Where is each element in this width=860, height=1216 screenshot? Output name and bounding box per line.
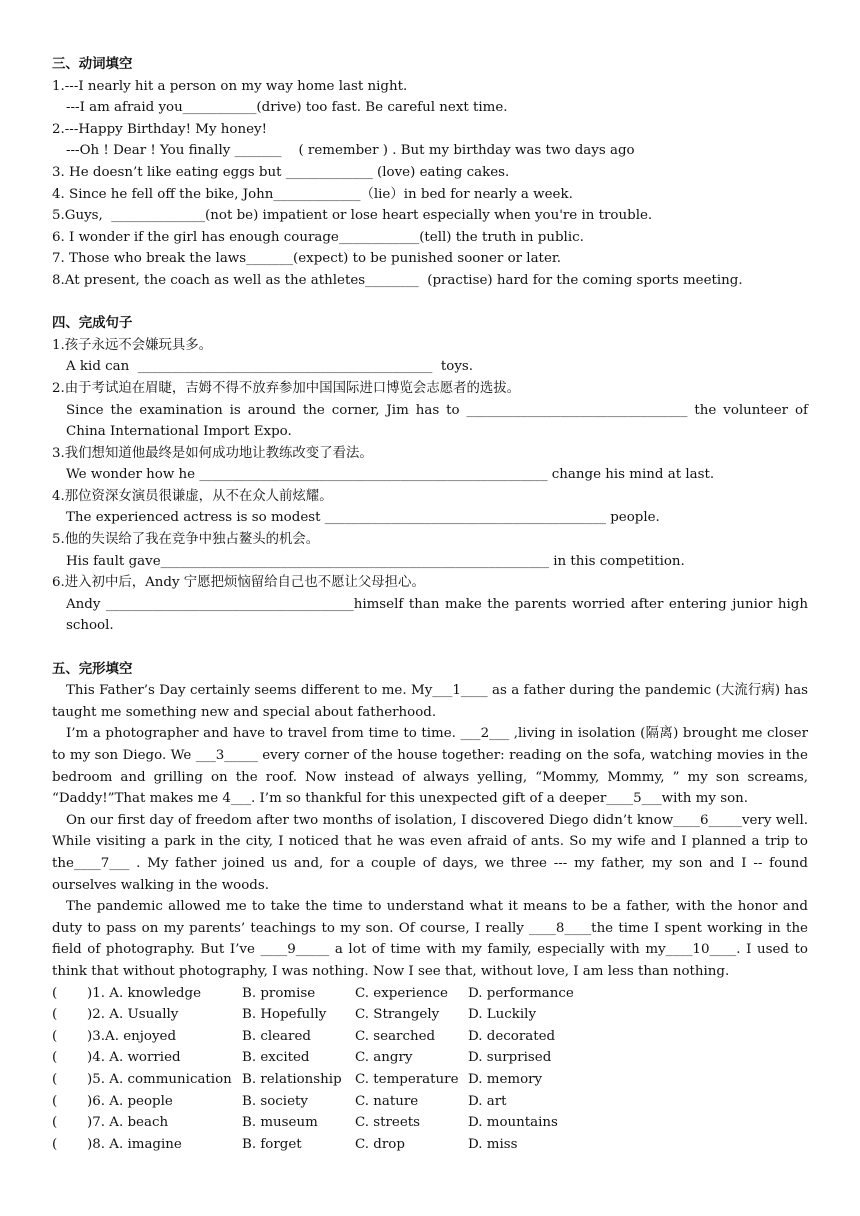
option-c: C. drop <box>355 1136 405 1152</box>
option-b: B. society <box>242 1093 308 1109</box>
section-heading-complete-sentences: 四、完成句子 <box>52 316 133 332</box>
option-row <box>52 1026 808 1048</box>
sentence-answer-line: His fault gave__________________________________________________________ in this competition. <box>66 553 685 569</box>
option-b: B. excited <box>242 1050 310 1066</box>
sentence-answer-line: A kid can ____________________________________________ toys. <box>66 359 474 375</box>
option-d: D. decorated <box>468 1028 556 1044</box>
verb-item-line: ---Oh ! Dear ! You finally _______ ( remember ) . But my birthday was two days ago <box>66 143 635 159</box>
option-b: B. Hopefully <box>242 1007 327 1023</box>
option-row <box>52 1091 808 1113</box>
option-c: C. nature <box>355 1093 419 1109</box>
verb-item-line: 3. He doesn’t like eating eggs but _____________ (love) eating cakes. <box>52 164 510 180</box>
worksheet-page <box>52 54 808 1155</box>
sentence-prompt-cn: 2.由于考试迫在眉睫，吉姆不得不放弃参加中国国际进口博览会志愿者的选拔。 <box>52 380 521 396</box>
option-a: ( )1. A. knowledge <box>52 985 201 1001</box>
option-d: D. Luckily <box>468 1007 537 1023</box>
option-b: B. cleared <box>242 1028 311 1044</box>
option-a: ( )8. A. imagine <box>52 1136 182 1152</box>
option-b: B. relationship <box>242 1071 342 1087</box>
option-d: D. miss <box>468 1136 518 1152</box>
option-c: C. searched <box>355 1028 436 1044</box>
option-d: D. art <box>468 1093 507 1109</box>
option-b: B. museum <box>242 1115 318 1131</box>
sentence-answer-line: Andy _____________________________________himself than make the parents worried after entering junior high school. <box>66 596 808 634</box>
cloze-paragraph: I’m a photographer and have to travel from time to time. ___2___ ,living in isolation (隔离) brought me closer to my son Diego. We ___3_____ every corner of the house together: reading on the sofa, watching movies in the bedroom and grilling on the roof. Now instead of always yelling, “Mommy, Mommy, ” my son screams, “Daddy!”That makes me 4___. I’m so thankful for this unexpected gift of a deeper____5___with my son. <box>52 726 808 807</box>
option-row <box>52 983 808 1005</box>
sentence-answer-line: We wonder how he ____________________________________________________ change his mind at last. <box>66 467 715 483</box>
section-heading-cloze: 五、完形填空 <box>52 661 133 677</box>
option-a: ( )7. A. beach <box>52 1115 169 1131</box>
option-c: C. Strangely <box>355 1007 440 1023</box>
cloze-paragraph: On our first day of freedom after two months of isolation, I discovered Diego didn’t know____6_____very well. While visiting a park in the city, I noticed that he was even afraid of ants. So my wife and I planned a trip to the____7___ . My father joined us and, for a couple of days, we three --- my father, my son and I -- found ourselves walking in the woods. <box>52 812 808 893</box>
option-a: ( )5. A. communication <box>52 1071 232 1087</box>
cloze-options <box>52 983 808 1156</box>
sentence-prompt-cn: 5.他的失误给了我在竞争中独占鳌头的机会。 <box>52 532 320 548</box>
option-row <box>52 1047 808 1069</box>
option-a: ( )4. A. worried <box>52 1050 181 1066</box>
option-row <box>52 1134 808 1156</box>
option-d: D. memory <box>468 1071 543 1087</box>
option-c: C. angry <box>355 1050 413 1066</box>
sentence-prompt-cn: 6.进入初中后，Andy 宁愿把烦恼留给自己也不愿让父母担心。 <box>52 575 425 591</box>
sentence-answer-line: Since the examination is around the corner, Jim has to _________________________________ the volunteer of China International Import Expo. <box>66 402 808 440</box>
sentence-prompt-cn: 1.孩子永远不会嫌玩具多。 <box>52 337 213 353</box>
verb-item-line: 1.---I nearly hit a person on my way home last night. <box>52 78 408 94</box>
option-c: C. streets <box>355 1115 421 1131</box>
sentence-prompt-cn: 3.我们想知道他最终是如何成功地让教练改变了看法。 <box>52 445 373 461</box>
option-b: B. forget <box>242 1136 302 1152</box>
option-a: ( )2. A. Usually <box>52 1007 179 1023</box>
verb-item-line: 8.At present, the coach as well as the athletes________ (practise) hard for the coming sports meeting. <box>52 272 743 288</box>
option-row <box>52 1069 808 1091</box>
verb-item-line: 6. I wonder if the girl has enough courage____________(tell) the truth in public. <box>52 229 584 245</box>
sentence-prompt-cn: 4.那位资深女演员很谦虚，从不在众人前炫耀。 <box>52 488 333 504</box>
cloze-paragraph: This Father’s Day certainly seems different to me. My___1____ as a father during the pandemic (大流行病) has taught me something new and special about fatherhood. <box>52 683 808 720</box>
option-row <box>52 1004 808 1026</box>
option-d: D. mountains <box>468 1115 558 1131</box>
option-a: ( )6. A. people <box>52 1093 173 1109</box>
verb-item-line: 2.---Happy Birthday! My honey! <box>52 121 267 137</box>
verb-item-line: 4. Since he fell off the bike, John_____________（lie）in bed for nearly a week. <box>52 186 573 202</box>
option-d: D. surprised <box>468 1050 552 1066</box>
option-c: C. experience <box>355 985 448 1001</box>
option-c: C. temperature <box>355 1071 459 1087</box>
option-row <box>52 1112 808 1134</box>
section-heading-verb-fill: 三、动词填空 <box>52 57 133 72</box>
verb-item-line: 5.Guys, ______________(not be) impatient or lose heart especially when you're in trouble. <box>52 208 653 224</box>
verb-item-line: ---I am afraid you___________(drive) too fast. Be careful next time. <box>66 100 508 116</box>
verb-item-line: 7. Those who break the laws_______(expect) to be punished sooner or later. <box>52 251 562 267</box>
option-a: ( )3.A. enjoyed <box>52 1028 177 1044</box>
cloze-paragraph: The pandemic allowed me to take the time to understand what it means to be a father, with the honor and duty to pass on my parents’ teachings to my son. Of course, I really ____8____the time I spent working in the field of photography. But I’ve ____9_____ a lot of time with my family, especially with my____10____. I used to think that without photography, I was nothing. Now I see that, without love, I am less than nothing. <box>52 899 808 979</box>
option-b: B. promise <box>242 985 316 1001</box>
option-d: D. performance <box>468 985 574 1001</box>
sentence-answer-line: The experienced actress is so modest __________________________________________ people. <box>66 510 660 526</box>
